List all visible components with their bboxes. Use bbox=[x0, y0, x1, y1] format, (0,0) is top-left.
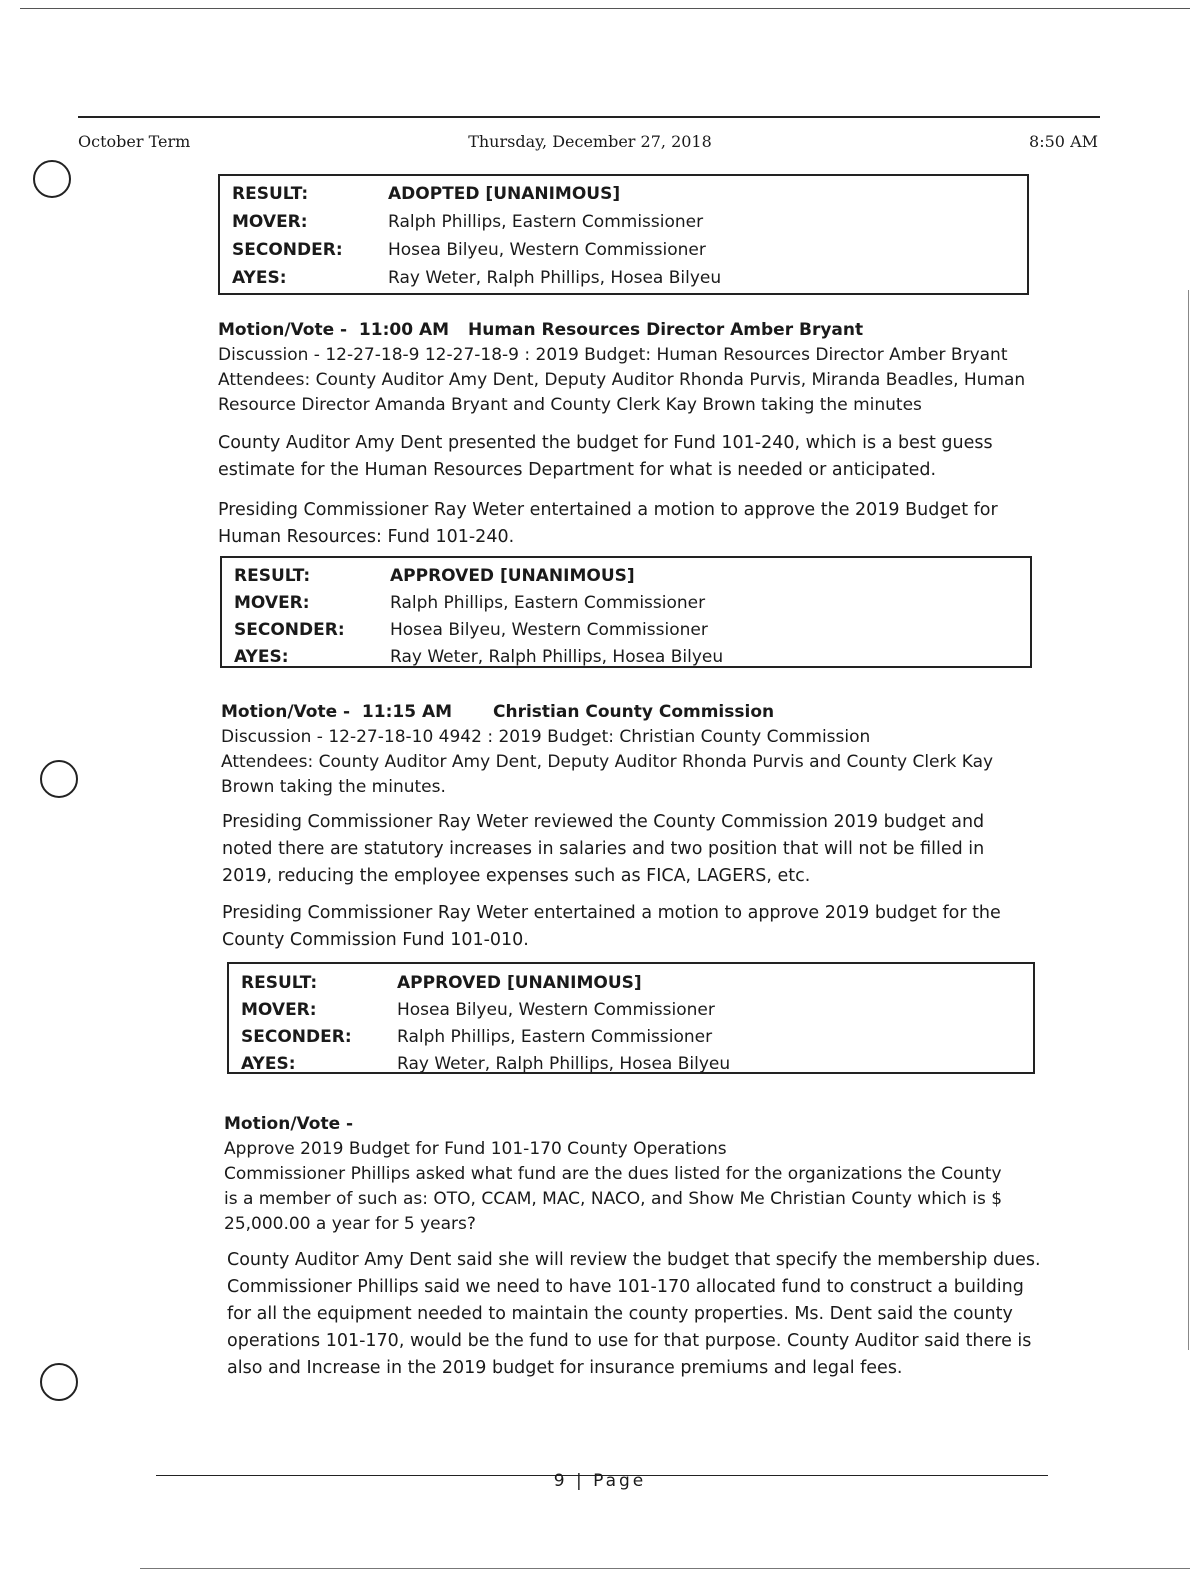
paragraph-line: Commissioner Phillips said we need to have 101-170 allocated fund to construct a building bbox=[227, 1277, 1024, 1297]
paragraph-line: estimate for the Human Resources Department for what is needed or anticipated. bbox=[218, 460, 937, 480]
paragraph-line: County Auditor Amy Dent presented the budget for Fund 101-240, which is a best guess bbox=[218, 433, 993, 453]
paragraph-line: County Commission Fund 101-010. bbox=[222, 930, 529, 950]
vote-mover-value: Hosea Bilyeu, Western Commissioner bbox=[397, 1000, 715, 1020]
vote-result-value: APPROVED [UNANIMOUS] bbox=[397, 973, 642, 993]
vote-label-mover: MOVER: bbox=[234, 593, 310, 613]
paragraph-line: operations 101-170, would be the fund to use for that purpose. County Auditor said there is bbox=[227, 1331, 1032, 1351]
punch-hole-top bbox=[33, 160, 71, 198]
vote-label-mover: MOVER: bbox=[232, 212, 308, 232]
vote-result-row bbox=[232, 184, 620, 204]
motion-title bbox=[218, 318, 1138, 343]
vote-seconder-value: Ralph Phillips, Eastern Commissioner bbox=[397, 1027, 713, 1047]
vote-mover-value: Ralph Phillips, Eastern Commissioner bbox=[388, 212, 704, 232]
paragraph bbox=[222, 809, 1142, 890]
motion-attendees-line: Attendees: County Auditor Amy Dent, Deputy Auditor Rhonda Purvis and County Clerk Kay bbox=[221, 752, 994, 772]
motion-attendees-line: Resource Director Amanda Bryant and County Clerk Kay Brown taking the minutes bbox=[218, 395, 922, 415]
paragraph bbox=[222, 900, 1142, 954]
motion-line: Approve 2019 Budget for Fund 101-170 County Operations bbox=[224, 1139, 727, 1159]
vote-label-seconder: SECONDER: bbox=[241, 1027, 352, 1047]
header-time: 8:50 AM bbox=[1029, 132, 1098, 151]
motion-line: 25,000.00 a year for 5 years? bbox=[224, 1214, 476, 1234]
paragraph-line: Presiding Commissioner Ray Weter entertained a motion to approve 2019 budget for the bbox=[222, 903, 1001, 923]
paragraph-line: also and Increase in the 2019 budget for insurance premiums and legal fees. bbox=[227, 1358, 903, 1378]
vote-label-ayes: AYES: bbox=[232, 268, 287, 288]
motion-time: 11:15 AM bbox=[361, 702, 453, 722]
header-rule bbox=[78, 116, 1100, 118]
vote-ayes-row bbox=[232, 268, 721, 288]
punch-hole-middle bbox=[40, 760, 78, 798]
motion-discussion: Discussion - 12-27-18-9 12-27-18-9 : 2019 Budget: Human Resources Director Amber Bryant bbox=[218, 345, 1008, 365]
motion-attendees-line: Brown taking the minutes. bbox=[221, 777, 446, 797]
vote-ayes-value: Ray Weter, Ralph Phillips, Hosea Bilyeu bbox=[397, 1054, 731, 1074]
motion-section bbox=[224, 1112, 1144, 1237]
scan-edge-bottom bbox=[140, 1568, 1190, 1569]
vote-seconder-row bbox=[232, 240, 706, 260]
motion-section bbox=[221, 700, 1141, 800]
motion-section bbox=[218, 318, 1138, 418]
vote-result-row bbox=[234, 566, 635, 586]
vote-result-value: APPROVED [UNANIMOUS] bbox=[390, 566, 635, 586]
motion-title bbox=[221, 700, 1141, 725]
vote-label-seconder: SECONDER: bbox=[234, 620, 345, 640]
paragraph-line: 2019, reducing the employee expenses such as FICA, LAGERS, etc. bbox=[222, 866, 811, 886]
vote-result-box bbox=[227, 962, 1035, 1074]
header-term: October Term bbox=[78, 132, 191, 151]
vote-label-result: RESULT: bbox=[232, 184, 309, 204]
vote-label-mover: MOVER: bbox=[241, 1000, 317, 1020]
vote-ayes-row bbox=[241, 1054, 730, 1074]
motion-label: Motion/Vote - bbox=[224, 1114, 354, 1134]
paragraph-line: noted there are statutory increases in salaries and two position that will not be filled in bbox=[222, 839, 985, 859]
vote-mover-row bbox=[232, 212, 703, 232]
vote-mover-row bbox=[234, 593, 705, 613]
vote-result-box bbox=[220, 556, 1032, 668]
paragraph-line: Presiding Commissioner Ray Weter entertained a motion to approve the 2019 Budget for bbox=[218, 500, 998, 520]
vote-label-ayes: AYES: bbox=[234, 647, 289, 667]
paragraph bbox=[218, 430, 1138, 484]
vote-ayes-row bbox=[234, 647, 723, 667]
motion-label: Motion/Vote - bbox=[221, 702, 351, 722]
paragraph-line: Human Resources: Fund 101-240. bbox=[218, 527, 515, 547]
motion-subject: Christian County Commission bbox=[493, 702, 775, 722]
vote-seconder-value: Hosea Bilyeu, Western Commissioner bbox=[390, 620, 708, 640]
vote-seconder-row bbox=[234, 620, 708, 640]
motion-subject: Human Resources Director Amber Bryant bbox=[468, 320, 864, 340]
paragraph-line: Presiding Commissioner Ray Weter reviewed the County Commission 2019 budget and bbox=[222, 812, 985, 832]
motion-time: 11:00 AM bbox=[358, 320, 450, 340]
vote-seconder-row bbox=[241, 1027, 712, 1047]
header-date: Thursday, December 27, 2018 bbox=[468, 132, 712, 151]
vote-result-row bbox=[241, 973, 642, 993]
paragraph-line: for all the equipment needed to maintain the county properties. Ms. Dent said the county bbox=[227, 1304, 1013, 1324]
paragraph bbox=[227, 1247, 1147, 1382]
motion-title bbox=[224, 1112, 1144, 1137]
motion-line: Commissioner Phillips asked what fund are the dues listed for the organizations the County bbox=[224, 1164, 1002, 1184]
vote-ayes-value: Ray Weter, Ralph Phillips, Hosea Bilyeu bbox=[390, 647, 724, 667]
vote-mover-value: Ralph Phillips, Eastern Commissioner bbox=[390, 593, 706, 613]
motion-label: Motion/Vote - bbox=[218, 320, 348, 340]
vote-result-box bbox=[218, 174, 1029, 295]
vote-result-value: ADOPTED [UNANIMOUS] bbox=[388, 184, 621, 204]
vote-mover-row bbox=[241, 1000, 715, 1020]
punch-hole-bottom bbox=[40, 1363, 78, 1401]
motion-attendees-line: Attendees: County Auditor Amy Dent, Deputy Auditor Rhonda Purvis, Miranda Beadles, Human bbox=[218, 370, 1026, 390]
vote-label-result: RESULT: bbox=[241, 973, 318, 993]
paragraph-line: County Auditor Amy Dent said she will review the budget that specify the membership dues. bbox=[227, 1250, 1041, 1270]
scan-edge-top bbox=[20, 8, 1190, 9]
page-number: 9 | Page bbox=[553, 1471, 647, 1491]
vote-ayes-value: Ray Weter, Ralph Phillips, Hosea Bilyeu bbox=[388, 268, 722, 288]
vote-label-ayes: AYES: bbox=[241, 1054, 296, 1074]
vote-label-seconder: SECONDER: bbox=[232, 240, 343, 260]
vote-label-result: RESULT: bbox=[234, 566, 311, 586]
motion-line: is a member of such as: OTO, CCAM, MAC, NACO, and Show Me Christian County which is $ bbox=[224, 1189, 1003, 1209]
vote-seconder-value: Hosea Bilyeu, Western Commissioner bbox=[388, 240, 706, 260]
paragraph bbox=[218, 497, 1138, 551]
scan-edge-right bbox=[1188, 290, 1189, 1350]
motion-discussion: Discussion - 12-27-18-10 4942 : 2019 Budget: Christian County Commission bbox=[221, 727, 871, 747]
